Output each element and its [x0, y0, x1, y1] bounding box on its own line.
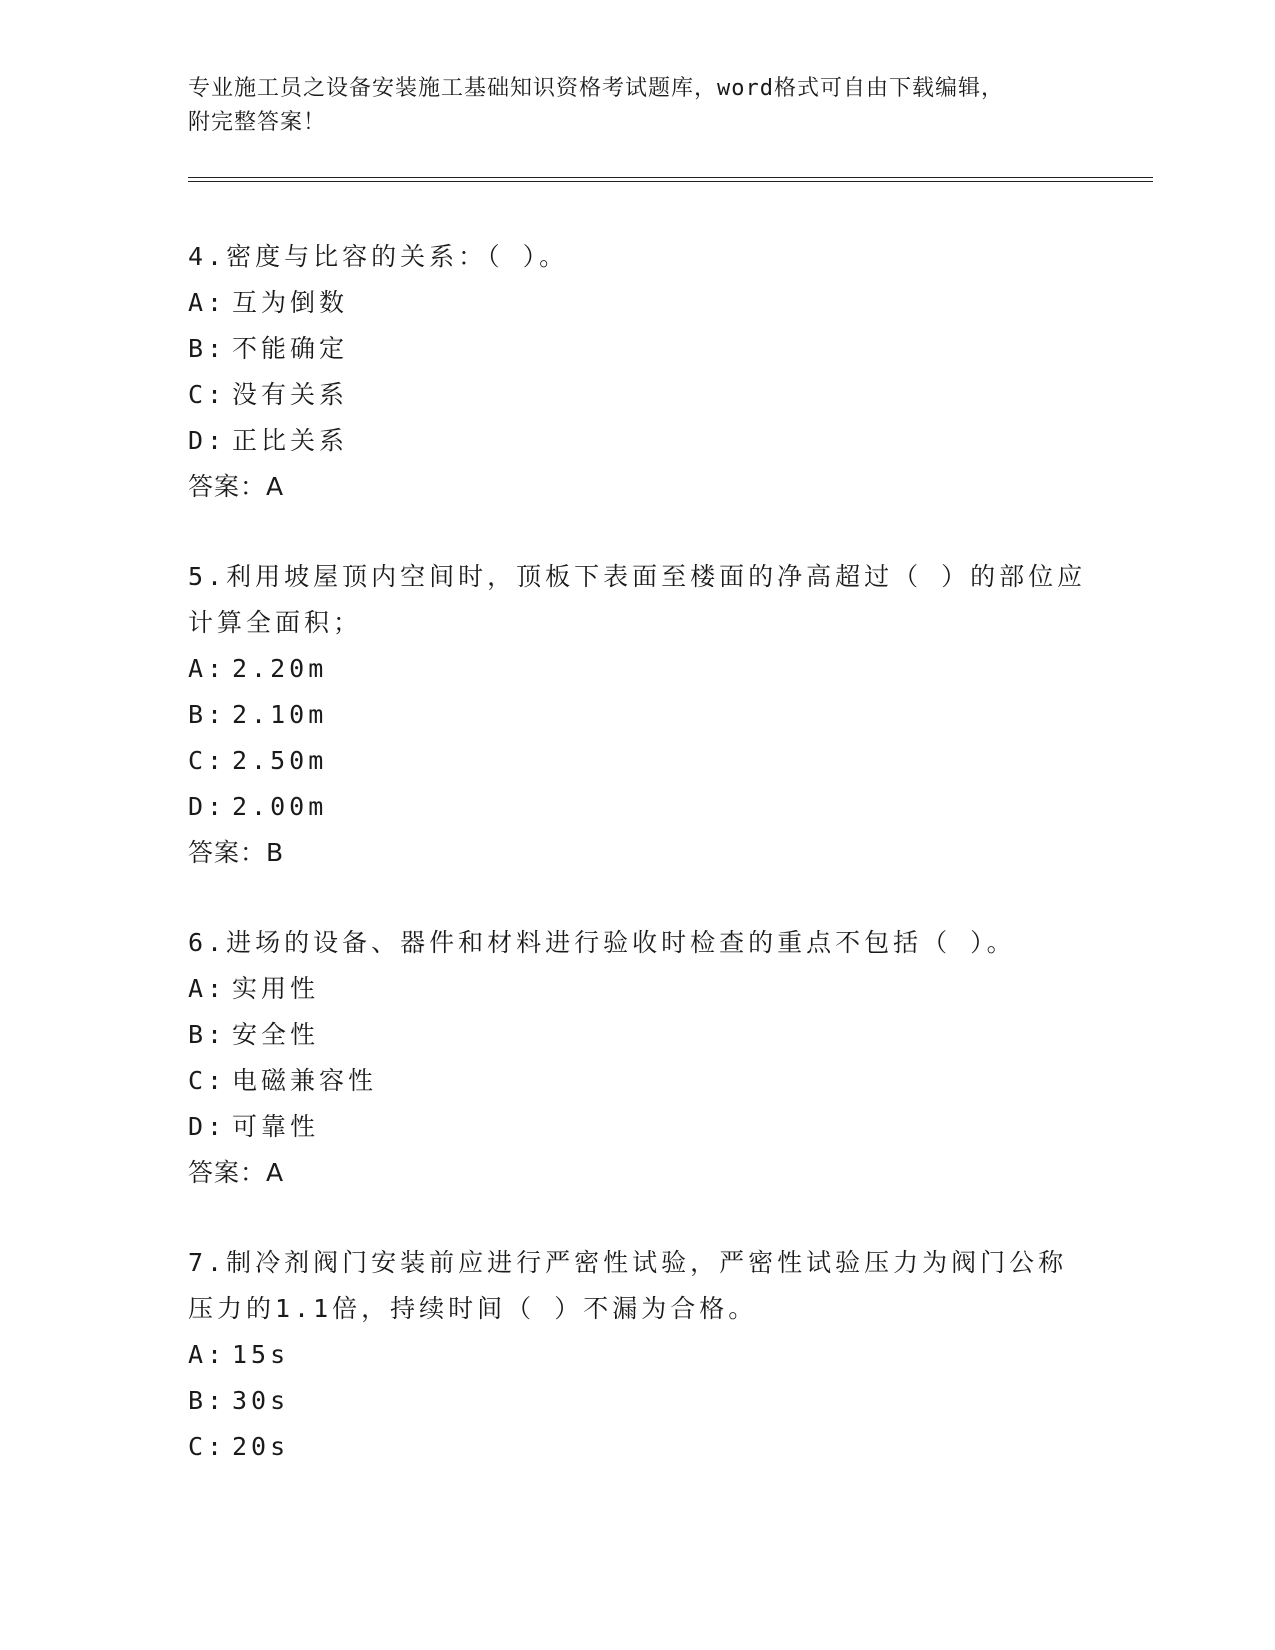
document-header — [188, 72, 1068, 140]
option-text: 不能确定 — [232, 334, 349, 363]
option-b — [188, 326, 1088, 372]
option-d — [188, 418, 1088, 464]
option-text: 安全性 — [232, 1020, 320, 1049]
option-label: A: — [188, 1340, 227, 1369]
option-c — [188, 1058, 1088, 1104]
option-label: C: — [188, 1066, 227, 1095]
question-stem-continued: 计算全面积； — [188, 608, 363, 637]
option-text: 没有关系 — [232, 380, 349, 409]
question-4 — [188, 234, 1088, 510]
option-a — [188, 646, 1088, 692]
option-label: A: — [188, 974, 227, 1003]
question-7 — [188, 1240, 1088, 1470]
option-label: A: — [188, 288, 227, 317]
option-text: 实用性 — [232, 974, 320, 1003]
option-label: A: — [188, 654, 227, 683]
option-label: C: — [188, 380, 227, 409]
question-stem: 7.制冷剂阀门安装前应进行严密性试验，严密性试验压力为阀门公称 — [188, 1248, 1068, 1277]
option-a — [188, 966, 1088, 1012]
question-5 — [188, 554, 1088, 876]
option-label: C: — [188, 1432, 227, 1461]
option-label: D: — [188, 792, 227, 821]
option-text: 2.00m — [232, 792, 328, 821]
option-label: D: — [188, 1112, 227, 1141]
option-d — [188, 784, 1088, 830]
option-text: 正比关系 — [232, 426, 349, 455]
option-label: D: — [188, 426, 227, 455]
option-b — [188, 1378, 1088, 1424]
option-a — [188, 1332, 1088, 1378]
option-text: 可靠性 — [232, 1112, 320, 1141]
option-label: B: — [188, 1020, 227, 1049]
option-label: B: — [188, 334, 227, 363]
option-a — [188, 280, 1088, 326]
question-6 — [188, 920, 1088, 1196]
answer-line: 答案：B — [188, 838, 285, 867]
option-label: C: — [188, 746, 227, 775]
answer-line: 答案：A — [188, 1158, 285, 1187]
option-text: 电磁兼容性 — [232, 1066, 378, 1095]
header-divider — [188, 177, 1153, 182]
option-text: 15s — [232, 1340, 290, 1369]
option-text: 互为倒数 — [232, 288, 349, 317]
question-stem-continued: 压力的1.1倍，持续时间（ ）不漏为合格。 — [188, 1294, 758, 1323]
question-stem: 4.密度与比容的关系：（ ）。 — [188, 242, 569, 271]
option-c — [188, 372, 1088, 418]
option-c — [188, 738, 1088, 784]
question-stem: 6.进场的设备、器件和材料进行验收时检查的重点不包括（ ）。 — [188, 928, 1016, 957]
option-text: 2.10m — [232, 700, 328, 729]
option-c — [188, 1424, 1088, 1470]
option-b — [188, 1012, 1088, 1058]
header-line-2: 附完整答案！ — [188, 110, 327, 135]
question-stem: 5.利用坡屋顶内空间时，顶板下表面至楼面的净高超过（ ）的部位应 — [188, 562, 1087, 591]
option-text: 20s — [232, 1432, 290, 1461]
option-b — [188, 692, 1088, 738]
option-text: 30s — [232, 1386, 290, 1415]
option-text: 2.20m — [232, 654, 328, 683]
header-line-1: 专业施工员之设备安装施工基础知识资格考试题库，word格式可自由下载编辑， — [188, 76, 1004, 101]
option-d — [188, 1104, 1088, 1150]
option-text: 2.50m — [232, 746, 328, 775]
option-label: B: — [188, 1386, 227, 1415]
answer-line: 答案：A — [188, 472, 285, 501]
option-label: B: — [188, 700, 227, 729]
question-list — [188, 234, 1088, 1514]
